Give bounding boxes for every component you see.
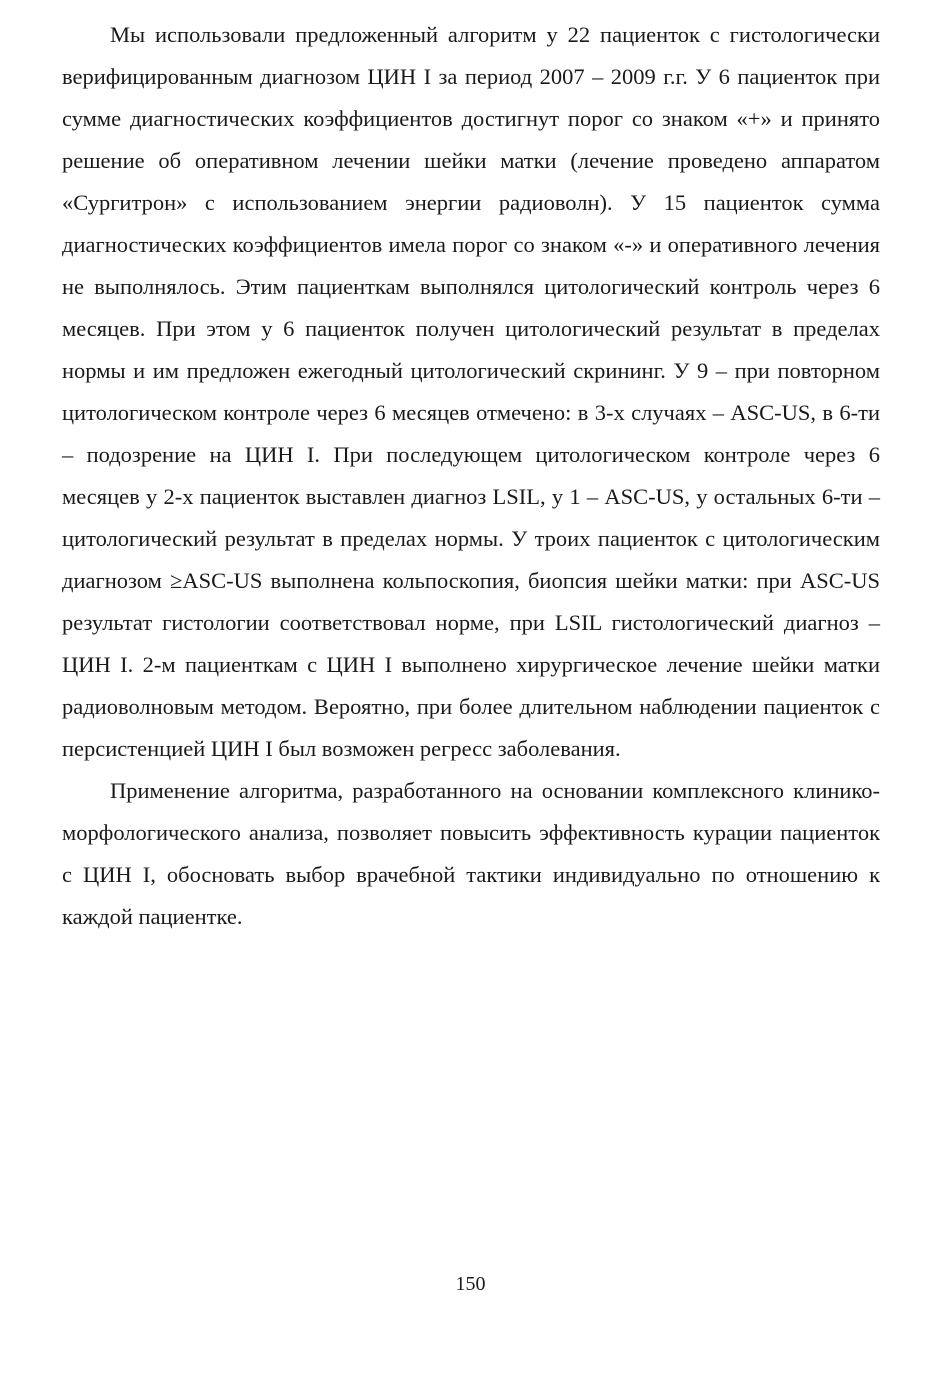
page-number: 150	[455, 1273, 486, 1295]
paragraph-conclusion: Применение алгоритма, разработанного на основании комплексного клинико-морфологического анализа, позволяет повысить эффективность курации пациенток с ЦИН I, обосновать выбор врачебной тактики индивидуально по отношению к каждой пациентке.	[62, 778, 880, 929]
paragraph-results: Мы использовали предложенный алгоритм у 22 пациенток с гистологически верифицированным диагнозом ЦИН I за период 2007 – 2009 г.г. У 6 пациенток при сумме диагностических коэффициентов достигнут порог со знаком «+» и принято решение об оперативном лечении шейки матки (лечение проведено аппаратом «Сургитрон» с использованием энергии радиоволн). У 15 пациенток сумма диагностических коэффициентов имела порог со знаком «-» и оперативного лечения не выполнялось. Этим пациенткам выполнялся цитологический контроль через 6 месяцев. При этом у 6 пациенток получен цитологический результат в пределах нормы и им предложен ежегодный цитологический скрининг. У 9 – при повторном цитологическом контроле через 6 месяцев отмечено: в 3-х случаях – ASC-US, в 6-ти – подозрение на ЦИН I. При последующем цитологическом контроле через 6 месяцев у 2-х пациенток выставлен диагноз LSIL, у 1 – ASC-US, у остальных 6-ти – цитологический результат в пределах нормы. У троих пациенток с цитологическим диагнозом ≥ASC-US выполнена кольпоскопия, биопсия шейки матки: при ASC-US результат гистологии соответствовал норме, при LSIL гистологический диагноз – ЦИН I. 2-м пациенткам с ЦИН I выполнено хирургическое лечение шейки матки радиоволновым методом. Вероятно, при более длительном наблюдении пациенток с персистенцией ЦИН I был возможен регресс заболевания.	[62, 22, 880, 761]
body-text	[62, 14, 880, 938]
